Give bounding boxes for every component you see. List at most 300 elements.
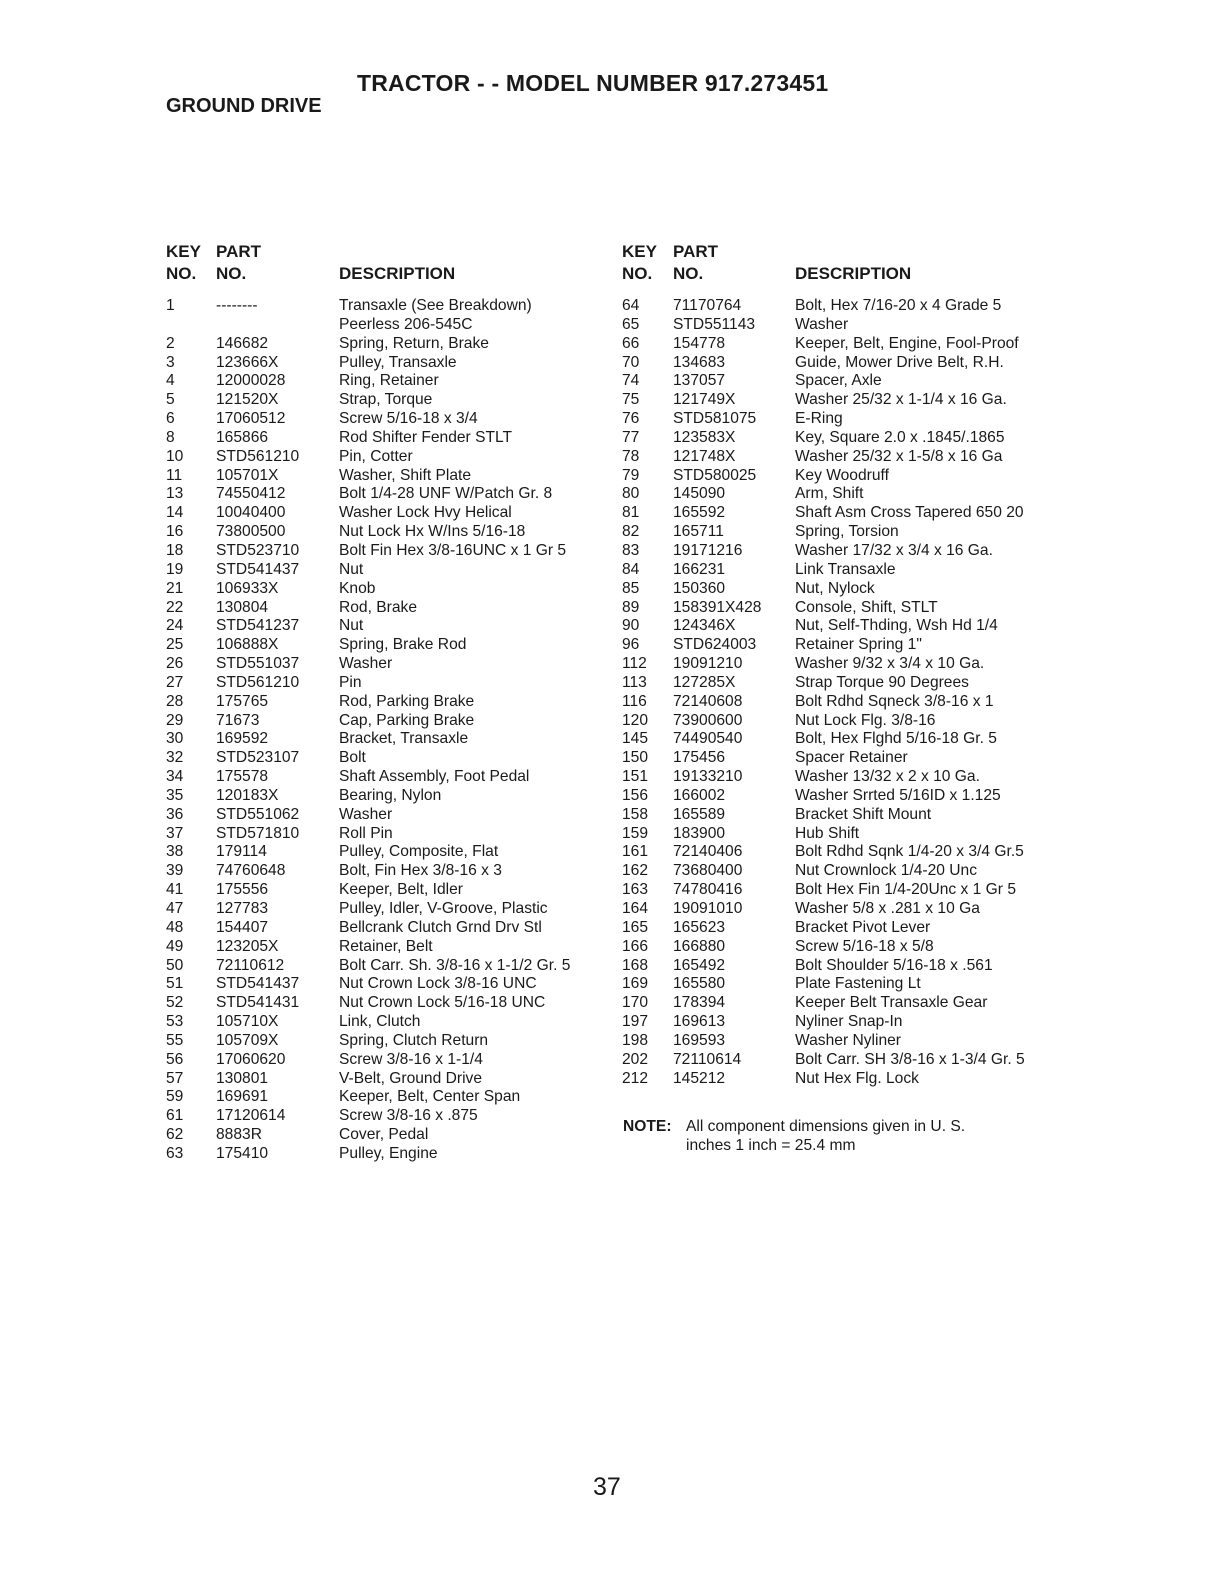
key-number: 77 — [622, 428, 640, 446]
key-number: 24 — [166, 617, 184, 635]
part-number: 72110612 — [216, 956, 285, 974]
key-number: 6 — [166, 410, 175, 428]
part-description: Screw 5/16-18 x 3/4 — [339, 410, 478, 428]
part-description: Nut Crownlock 1/4-20 Unc — [795, 862, 978, 880]
part-description: Bolt Fin Hex 3/8-16UNC x 1 Gr 5 — [339, 541, 567, 559]
key-number: 29 — [166, 711, 184, 729]
part-description: Bolt Carr. SH 3/8-16 x 1-3/4 Gr. 5 — [795, 1050, 1025, 1068]
part-description: Screw 3/8-16 x 1-1/4 — [339, 1050, 483, 1068]
parts-row — [166, 467, 606, 486]
key-number: 16 — [166, 523, 184, 541]
part-description: Washer, Shift Plate — [339, 466, 472, 484]
parts-row — [166, 636, 606, 655]
part-number: 71673 — [216, 711, 260, 729]
key-number: 18 — [166, 541, 184, 559]
part-number: STD523107 — [216, 749, 300, 767]
key-number: 11 — [166, 466, 183, 484]
part-number: 105709X — [216, 1031, 279, 1049]
key-number: 57 — [166, 1069, 184, 1087]
parts-row — [622, 712, 1062, 731]
part-number: 121749X — [673, 391, 736, 409]
key-number: 4 — [166, 372, 175, 390]
part-number: STD624003 — [673, 636, 757, 654]
part-number: 17060620 — [216, 1050, 286, 1068]
parts-row — [166, 712, 606, 731]
key-number: 21 — [166, 579, 184, 597]
key-number: 49 — [166, 937, 184, 955]
parts-row — [622, 297, 1062, 316]
key-number: 55 — [166, 1031, 184, 1049]
part-number: 150360 — [673, 579, 726, 597]
part-description: Bracket Pivot Lever — [795, 918, 931, 936]
parts-row — [166, 674, 606, 693]
part-number: 175456 — [673, 749, 726, 767]
part-description: Transaxle (See Breakdown) — [339, 297, 532, 314]
key-number: 34 — [166, 768, 184, 786]
key-number: 2 — [166, 334, 175, 352]
parts-row — [622, 975, 1062, 994]
parts-row — [166, 806, 606, 825]
parts-row — [166, 994, 606, 1013]
part-description: Nut, Nylock — [795, 579, 875, 597]
part-description: Knob — [339, 579, 376, 597]
parts-row — [622, 523, 1062, 542]
part-number: 73800500 — [216, 523, 286, 541]
key-number: 62 — [166, 1126, 184, 1144]
page-title: TRACTOR - - MODEL NUMBER 917.273451 — [357, 70, 829, 96]
part-description: Link, Clutch — [339, 1013, 421, 1031]
parts-row — [166, 580, 606, 599]
part-description: Screw 5/16-18 x 5/8 — [795, 937, 934, 955]
key-number: 80 — [622, 485, 640, 503]
header-part-line2: NO. — [216, 264, 247, 283]
part-number: 146682 — [216, 334, 269, 352]
parts-row — [166, 919, 606, 938]
part-number: 175578 — [216, 768, 269, 786]
header-part-line2: NO. — [673, 264, 704, 283]
part-number: 137057 — [673, 372, 726, 390]
parts-row — [166, 429, 606, 448]
part-description: Nut Hex Flg. Lock — [795, 1069, 919, 1087]
part-description: Strap Torque 90 Degrees — [795, 673, 969, 691]
parts-row — [622, 787, 1062, 806]
key-number: 41 — [166, 881, 184, 899]
parts-row — [622, 900, 1062, 919]
key-number: 13 — [166, 485, 184, 503]
key-number: 22 — [166, 598, 184, 616]
key-number: 10 — [166, 447, 184, 465]
part-description: Washer Srrted 5/16ID x 1.125 — [795, 786, 1001, 804]
parts-row — [166, 1013, 606, 1032]
key-number: 159 — [622, 824, 649, 842]
part-number: STD541437 — [216, 560, 300, 578]
part-number: 130804 — [216, 598, 269, 616]
part-description: Retainer Spring 1" — [795, 636, 922, 654]
part-number: 178394 — [673, 994, 726, 1012]
part-number: 165623 — [673, 918, 726, 936]
parts-row — [622, 1070, 1062, 1089]
key-number: 19 — [166, 560, 184, 578]
key-number: 120 — [622, 711, 649, 729]
part-description: Bolt Rdhd Sqneck 3/8-16 x 1 — [795, 692, 994, 710]
parts-row — [622, 561, 1062, 580]
key-number: 165 — [622, 918, 649, 936]
part-number: 175556 — [216, 881, 269, 899]
part-number: 166231 — [673, 560, 726, 578]
page-number: 37 — [593, 1473, 621, 1501]
part-description: Cap, Parking Brake — [339, 711, 475, 729]
part-description: Pulley, Composite, Flat — [339, 843, 499, 861]
part-number: 74780416 — [673, 881, 743, 899]
key-number: 1 — [166, 297, 175, 314]
parts-row — [166, 448, 606, 467]
parts-row — [622, 316, 1062, 335]
part-number: 179114 — [216, 843, 267, 861]
part-number: 121748X — [673, 447, 736, 465]
parts-row — [622, 429, 1062, 448]
part-description: Cover, Pedal — [339, 1126, 429, 1144]
part-number: 134683 — [673, 353, 726, 371]
parts-row — [166, 843, 606, 862]
part-number: 165589 — [673, 805, 726, 823]
parts-row — [166, 599, 606, 618]
part-description: Keeper, Belt, Idler — [339, 881, 463, 899]
part-number: 74490540 — [673, 730, 743, 748]
parts-row — [166, 542, 606, 561]
part-number: 166880 — [673, 937, 726, 955]
parts-row — [622, 636, 1062, 655]
part-description: Spring, Brake Rod — [339, 636, 467, 654]
part-description: Bolt Carr. Sh. 3/8-16 x 1-1/2 Gr. 5 — [339, 956, 571, 974]
part-description: Strap, Torque — [339, 391, 433, 409]
part-number: 123666X — [216, 353, 279, 371]
part-number: 123205X — [216, 937, 279, 955]
part-description: Shaft Asm Cross Tapered 650 20 — [795, 504, 1024, 522]
part-number: 169593 — [673, 1031, 726, 1049]
part-description: Washer 13/32 x 2 x 10 Ga. — [795, 768, 980, 786]
part-description: Spacer Retainer — [795, 749, 908, 767]
parts-row — [622, 410, 1062, 429]
part-description: Washer Lock Hvy Helical — [339, 504, 512, 522]
key-number: 5 — [166, 391, 175, 409]
parts-row — [166, 561, 606, 580]
part-number: 165711 — [673, 523, 724, 541]
key-number: 47 — [166, 900, 184, 917]
key-number: 197 — [622, 1013, 649, 1031]
key-number: 166 — [622, 937, 649, 955]
part-number: 106888X — [216, 636, 279, 654]
key-number: 161 — [622, 843, 649, 861]
parts-row — [166, 372, 606, 391]
key-number: 79 — [622, 466, 640, 484]
key-number: 151 — [622, 768, 649, 786]
part-description: Washer — [339, 655, 393, 673]
part-number: 165492 — [673, 956, 726, 974]
part-description: E-Ring — [795, 410, 843, 428]
part-description: Bolt Hex Fin 1/4-20Unc x 1 Gr 5 — [795, 881, 1017, 899]
note-text-line1: All component dimensions given in U. S. — [686, 1118, 966, 1135]
parts-row — [622, 693, 1062, 712]
part-number: 169691 — [216, 1088, 269, 1106]
key-number: 30 — [166, 730, 184, 748]
part-description: Plate Fastening Lt — [795, 975, 921, 993]
part-description: Washer 25/32 x 1-1/4 x 16 Ga. — [795, 391, 1007, 409]
part-number: 169613 — [673, 1013, 726, 1031]
header-part-line1: PART — [673, 242, 719, 261]
key-number: 202 — [622, 1050, 649, 1068]
key-number: 36 — [166, 805, 184, 823]
key-number: 38 — [166, 843, 184, 861]
part-description: Spring, Clutch Return — [339, 1031, 489, 1049]
part-description: Bearing, Nylon — [339, 786, 442, 804]
parts-row — [622, 730, 1062, 749]
parts-row — [166, 787, 606, 806]
part-description: Keeper, Belt, Engine, Fool-Proof — [795, 334, 1019, 352]
key-number: 56 — [166, 1050, 184, 1068]
part-description: Bolt — [339, 749, 366, 767]
part-description: Roll Pin — [339, 824, 393, 842]
parts-row — [166, 881, 606, 900]
parts-row — [622, 391, 1062, 410]
part-number: 106933X — [216, 579, 279, 597]
part-number: 10040400 — [216, 504, 286, 522]
key-number: 8 — [166, 428, 175, 446]
key-number: 78 — [622, 447, 640, 465]
part-number: 72140406 — [673, 843, 743, 861]
key-number: 96 — [622, 636, 640, 654]
parts-row — [622, 1013, 1062, 1032]
parts-row — [622, 862, 1062, 881]
key-number: 198 — [622, 1031, 649, 1049]
key-number: 82 — [622, 523, 640, 541]
key-number: 76 — [622, 410, 640, 428]
parts-row — [622, 448, 1062, 467]
parts-row — [622, 843, 1062, 862]
left-parts-list — [166, 297, 606, 1164]
parts-row — [622, 674, 1062, 693]
parts-row — [622, 881, 1062, 900]
part-description: Washer 9/32 x 3/4 x 10 Ga. — [795, 655, 985, 673]
part-number: 120183X — [216, 786, 279, 804]
parts-row — [622, 335, 1062, 354]
part-description: Hub Shift — [795, 824, 860, 842]
part-description: Nut, Self-Thding, Wsh Hd 1/4 — [795, 617, 998, 635]
parts-row — [166, 749, 606, 768]
part-number: 158391X428 — [673, 598, 762, 616]
part-number: 19091210 — [673, 655, 743, 673]
parts-row — [166, 1070, 606, 1089]
key-number: 39 — [166, 862, 184, 880]
header-part-line1: PART — [216, 242, 262, 261]
key-number: 156 — [622, 786, 649, 804]
parts-row — [166, 617, 606, 636]
part-number: 71170764 — [673, 297, 742, 314]
parts-row — [622, 580, 1062, 599]
key-number: 37 — [166, 824, 184, 842]
part-description: Spacer, Axle — [795, 372, 882, 390]
part-number: 165866 — [216, 428, 269, 446]
parts-row — [166, 730, 606, 749]
part-description: Spring, Return, Brake — [339, 334, 489, 352]
key-number: 27 — [166, 673, 184, 691]
parts-row — [166, 900, 606, 919]
parts-row — [622, 655, 1062, 674]
key-number: 85 — [622, 579, 640, 597]
key-number: 66 — [622, 334, 640, 352]
parts-row — [166, 297, 606, 316]
parts-row — [166, 938, 606, 957]
part-description: Screw 3/8-16 x .875 — [339, 1107, 478, 1125]
part-number: STD580025 — [673, 466, 757, 484]
parts-row — [166, 862, 606, 881]
part-description: Keeper Belt Transaxle Gear — [795, 994, 988, 1012]
parts-row — [166, 975, 606, 994]
part-description: Keeper, Belt, Center Span — [339, 1088, 521, 1106]
key-number: 26 — [166, 655, 184, 673]
part-description: Bellcrank Clutch Grnd Drv Stl — [339, 918, 542, 936]
parts-row — [622, 919, 1062, 938]
part-number: 145212 — [673, 1069, 726, 1087]
part-description: Pulley, Transaxle — [339, 353, 457, 371]
part-number: 17120614 — [216, 1107, 286, 1125]
part-number: 72140608 — [673, 692, 743, 710]
header-key-line2: NO. — [622, 264, 653, 283]
part-number: 105701X — [216, 466, 279, 484]
part-description: Pin, Cotter — [339, 447, 413, 465]
part-description: Washer 25/32 x 1-5/8 x 16 Ga — [795, 447, 1003, 465]
parts-row — [166, 1107, 606, 1126]
parts-row — [622, 504, 1062, 523]
right-parts-list — [622, 297, 1062, 1088]
part-number: 72110614 — [673, 1050, 742, 1068]
part-description: Nut — [339, 617, 364, 635]
key-number: 90 — [622, 617, 640, 635]
part-description: Spring, Torsion — [795, 523, 899, 541]
part-number: STD541431 — [216, 994, 300, 1012]
part-description: Washer Nyliner — [795, 1031, 902, 1049]
part-description: Washer — [339, 805, 393, 823]
part-description: Pin — [339, 673, 362, 691]
part-number: STD551143 — [673, 315, 756, 333]
parts-row — [622, 354, 1062, 373]
part-number: 169592 — [216, 730, 269, 748]
part-number: 19091010 — [673, 900, 743, 917]
part-description: Console, Shift, STLT — [795, 598, 938, 616]
part-number: 123583X — [673, 428, 736, 446]
part-number: 183900 — [673, 824, 726, 842]
part-number: 154407 — [216, 918, 269, 936]
parts-row — [166, 1126, 606, 1145]
part-number: STD541437 — [216, 975, 300, 993]
part-description: Nut Crown Lock 3/8-16 UNC — [339, 975, 537, 993]
parts-row — [166, 1051, 606, 1070]
part-description: Washer 5/8 x .281 x 10 Ga — [795, 900, 980, 917]
parts-row — [622, 372, 1062, 391]
parts-row — [166, 485, 606, 504]
header-key-line2: NO. — [166, 264, 197, 283]
key-number: 81 — [622, 504, 640, 522]
key-number: 113 — [622, 673, 647, 691]
parts-row — [622, 938, 1062, 957]
part-number: 175410 — [216, 1144, 269, 1162]
part-description: Rod, Parking Brake — [339, 692, 475, 710]
part-description: Bracket Shift Mount — [795, 805, 932, 823]
parts-row — [622, 542, 1062, 561]
key-number: 28 — [166, 692, 184, 710]
key-number: 145 — [622, 730, 649, 748]
part-number: 165592 — [673, 504, 726, 522]
key-number: 89 — [622, 598, 640, 616]
part-number: STD523710 — [216, 541, 300, 559]
right-key-header — [622, 241, 657, 285]
part-description: Nyliner Snap-In — [795, 1013, 903, 1031]
parts-row — [622, 825, 1062, 844]
key-number: 83 — [622, 541, 640, 559]
parts-row — [622, 617, 1062, 636]
left-part-header — [216, 241, 261, 285]
key-number: 3 — [166, 353, 175, 371]
part-description: Shaft Assembly, Foot Pedal — [339, 768, 530, 786]
key-number: 116 — [622, 692, 647, 710]
parts-row — [166, 1145, 606, 1164]
parts-row — [166, 410, 606, 429]
part-number: STD561210 — [216, 447, 300, 465]
part-number: 124346X — [673, 617, 736, 635]
parts-row — [622, 467, 1062, 486]
part-description: Washer 17/32 x 3/4 x 16 Ga. — [795, 541, 993, 559]
parts-row — [166, 504, 606, 523]
key-number: 163 — [622, 881, 649, 899]
header-key-line1: KEY — [622, 242, 657, 261]
part-description: Bracket, Transaxle — [339, 730, 469, 748]
parts-row — [622, 599, 1062, 618]
part-description: Bolt, Hex 7/16-20 x 4 Grade 5 — [795, 297, 1002, 314]
parts-row — [166, 768, 606, 787]
part-description: Nut Crown Lock 5/16-18 UNC — [339, 994, 546, 1012]
part-description: Nut — [339, 560, 364, 578]
parts-row — [622, 1032, 1062, 1051]
part-number: 19171216 — [673, 541, 743, 559]
key-number: 51 — [166, 975, 184, 993]
key-number: 75 — [622, 391, 640, 409]
part-number: 19133210 — [673, 768, 743, 786]
key-number: 65 — [622, 315, 640, 333]
parts-row — [622, 806, 1062, 825]
parts-row — [622, 1051, 1062, 1070]
part-number: 145090 — [673, 485, 726, 503]
part-description: Bolt Shoulder 5/16-18 x .561 — [795, 956, 993, 974]
part-number: STD561210 — [216, 673, 300, 691]
key-number: 63 — [166, 1144, 184, 1162]
part-description: Bolt 1/4-28 UNF W/Patch Gr. 8 — [339, 485, 553, 503]
key-number: 112 — [622, 655, 647, 673]
key-number: 74 — [622, 372, 640, 390]
parts-row — [622, 768, 1062, 787]
part-number: 73900600 — [673, 711, 743, 729]
parts-row — [622, 957, 1062, 976]
parts-row — [166, 655, 606, 674]
part-description: Pulley, Engine — [339, 1144, 438, 1162]
note-text-line2: inches 1 inch = 25.4 mm — [686, 1137, 856, 1154]
part-description: Bolt, Hex Flghd 5/16-18 Gr. 5 — [795, 730, 997, 748]
right-description-header: DESCRIPTION — [795, 264, 912, 283]
parts-row — [166, 693, 606, 712]
part-description: Pulley, Idler, V-Groove, Plastic — [339, 900, 548, 917]
part-description: Arm, Shift — [795, 485, 864, 503]
parts-row — [166, 354, 606, 373]
key-number: 53 — [166, 1013, 184, 1031]
part-number: 73680400 — [673, 862, 743, 880]
